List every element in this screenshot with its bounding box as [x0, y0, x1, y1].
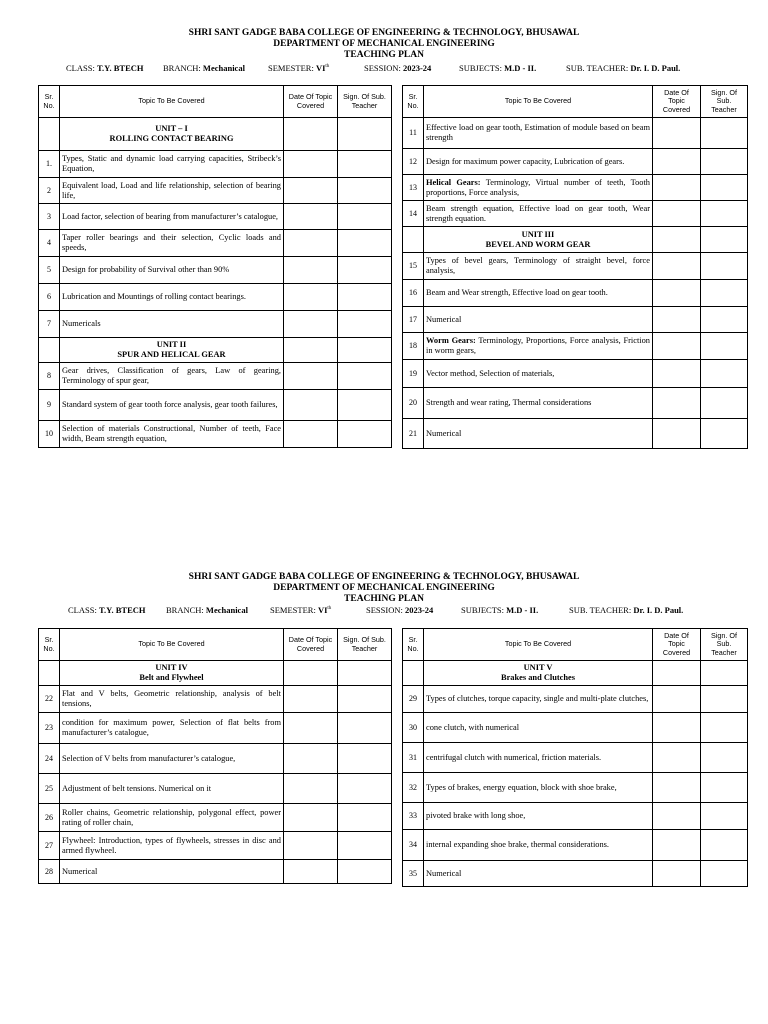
session-info: SESSION: 2023-24 [364, 63, 432, 73]
sign-cell[interactable] [338, 151, 392, 178]
sign-cell[interactable] [338, 204, 392, 230]
table-row [39, 151, 392, 178]
sign-cell[interactable] [701, 743, 748, 773]
table-row [403, 307, 748, 333]
topic-cell: Selection of V belts from manufacturer’s catalogue, [60, 744, 284, 774]
table-row [403, 686, 748, 713]
sr-no-cell: 8 [39, 363, 60, 390]
topic-cell: Types, Static and dynamic load carrying capacities, Stribeck’s Equation, [60, 151, 284, 178]
table-row [403, 803, 748, 830]
sr-no-cell: 31 [403, 743, 424, 773]
topic-cell: Numerical [60, 860, 284, 884]
col-date: Date Of Topic Covered [653, 629, 701, 661]
sign-cell[interactable] [701, 713, 748, 743]
col-date: Date Of Topic Covered [284, 629, 338, 661]
sr-no-cell: 4 [39, 230, 60, 257]
sr-no-cell: 22 [39, 686, 60, 713]
unit-heading: UNIT III BEVEL AND WORM GEAR [424, 227, 653, 253]
table-row [403, 743, 748, 773]
date-cell[interactable] [284, 363, 338, 390]
topic-cell: Load factor, selection of bearing from manufacturer’s catalogue, [60, 204, 284, 230]
sr-no-cell: 26 [39, 804, 60, 832]
sr-no-cell: 28 [39, 860, 60, 884]
sr-no-cell: 16 [403, 280, 424, 307]
topic-bold-prefix: Worm Gears: [426, 336, 476, 345]
table-row [403, 175, 748, 201]
sr-no-cell: 23 [39, 713, 60, 744]
sign-cell[interactable] [338, 713, 392, 744]
topic-cell: Selection of materials Constructional, Number of teeth, Face width, Beam strength equation, [60, 421, 284, 448]
col-topic: Topic To Be Covered [424, 629, 653, 661]
topic-cell: Equivalent load, Load and life relationship, selection of bearing life, [60, 178, 284, 204]
date-cell[interactable] [284, 860, 338, 884]
sr-no-cell: 19 [403, 360, 424, 388]
sign-cell[interactable] [701, 118, 748, 149]
topic-text: Terminology, Virtual number of teeth, Tooth proportions, Force analysis, [426, 177, 650, 197]
table-row [403, 388, 748, 419]
sign-cell[interactable] [701, 149, 748, 175]
sr-no-cell: 35 [403, 861, 424, 887]
sign-cell[interactable] [701, 253, 748, 280]
topic-cell [424, 333, 653, 360]
unit-heading: UNIT V Brakes and Clutches [424, 661, 653, 686]
topic-cell: Flat and V belts, Geometric relationship, analysis of belt tensions, [60, 686, 284, 713]
session-info: SESSION: 2023-24 [366, 605, 434, 615]
col-sr-no: Sr. No. [39, 86, 60, 118]
topic-cell: Lubrication and Mountings of rolling contact bearings. [60, 284, 284, 311]
topic-cell: condition for maximum power, Selection of flat belts from manufacturer’s catalogue, [60, 713, 284, 744]
sign-cell[interactable] [338, 744, 392, 774]
class-info: CLASS: T.Y. BTECH [68, 605, 146, 615]
topic-cell: Beam strength equation, Effective load on gear tooth, Wear strength equation. [424, 201, 653, 227]
col-topic: Topic To Be Covered [60, 86, 284, 118]
sign-cell[interactable] [338, 860, 392, 884]
topic-cell: Standard system of gear tooth force analysis, gear tooth failures, [60, 390, 284, 421]
table-row [39, 204, 392, 230]
table-row [39, 860, 392, 884]
college-name: SHRI SANT GADGE BABA COLLEGE OF ENGINEERING & TECHNOLOGY, BHUSAWAL [188, 28, 580, 38]
date-cell[interactable] [653, 803, 701, 830]
unit-heading: UNIT – I ROLLING CONTACT BEARING [60, 118, 284, 151]
table-row [403, 713, 748, 743]
sr-no-cell: 14 [403, 201, 424, 227]
date-cell[interactable] [653, 333, 701, 360]
subjects-info: SUBJECTS: M.D - II. [461, 605, 539, 615]
date-cell[interactable] [284, 284, 338, 311]
date-cell[interactable] [284, 744, 338, 774]
sr-no-cell: 18 [403, 333, 424, 360]
sign-cell[interactable] [701, 307, 748, 333]
table-row [39, 178, 392, 204]
table-row [39, 832, 392, 860]
sr-no-cell: 13 [403, 175, 424, 201]
plan2-left-table [38, 628, 392, 884]
date-cell[interactable] [284, 311, 338, 338]
table-row [403, 149, 748, 175]
date-cell[interactable] [284, 204, 338, 230]
subjects-info: SUBJECTS: M.D - II. [459, 63, 537, 73]
topic-cell: Roller chains, Geometric relationship, polygonal effect, power rating of roller chain, [60, 804, 284, 832]
topic-cell: pivoted brake with long shoe, [424, 803, 653, 830]
col-sign: Sign. Of Sub. Teacher [701, 86, 748, 118]
date-cell[interactable] [653, 388, 701, 419]
date-cell[interactable] [284, 390, 338, 421]
topic-cell: Strength and wear rating, Thermal considerations [424, 388, 653, 419]
col-date: Date Of Topic Covered [284, 86, 338, 118]
sr-no-cell: 25 [39, 774, 60, 804]
table-row [39, 774, 392, 804]
date-cell[interactable] [653, 280, 701, 307]
table-row [39, 311, 392, 338]
department-name: DEPARTMENT OF MECHANICAL ENGINEERING [273, 39, 495, 49]
topic-cell: Vector method, Selection of materials, [424, 360, 653, 388]
col-sr-no: Sr. No. [403, 86, 424, 118]
topic-cell: Numerical [424, 307, 653, 333]
sign-cell[interactable] [338, 390, 392, 421]
sr-no-cell: 11 [403, 118, 424, 149]
date-cell[interactable] [284, 832, 338, 860]
topic-cell: Beam and Wear strength, Effective load on gear tooth. [424, 280, 653, 307]
col-sign: Sign. Of Sub. Teacher [701, 629, 748, 661]
date-cell[interactable] [653, 253, 701, 280]
date-cell[interactable] [653, 149, 701, 175]
date-cell[interactable] [653, 175, 701, 201]
date-cell[interactable] [653, 201, 701, 227]
sign-cell[interactable] [701, 201, 748, 227]
date-cell[interactable] [653, 743, 701, 773]
table-row [39, 390, 392, 421]
table-row [39, 284, 392, 311]
sr-no-cell: 27 [39, 832, 60, 860]
topic-cell [424, 175, 653, 201]
date-cell[interactable] [653, 773, 701, 803]
date-cell[interactable] [653, 419, 701, 449]
sign-cell[interactable] [338, 774, 392, 804]
sr-no-cell: 1. [39, 151, 60, 178]
college-name: SHRI SANT GADGE BABA COLLEGE OF ENGINEERING & TECHNOLOGY, BHUSAWAL [188, 572, 580, 582]
col-topic: Topic To Be Covered [60, 629, 284, 661]
col-sr-no: Sr. No. [39, 629, 60, 661]
sign-cell[interactable] [701, 686, 748, 713]
topic-cell: Types of bevel gears, Terminology of straight bevel, force analysis, [424, 253, 653, 280]
table-row [39, 230, 392, 257]
sign-cell[interactable] [338, 363, 392, 390]
sign-cell[interactable] [701, 419, 748, 449]
date-cell[interactable] [284, 421, 338, 448]
sr-no-cell: 6 [39, 284, 60, 311]
plan1-right-table [402, 85, 748, 449]
date-cell[interactable] [284, 686, 338, 713]
topic-cell: Gear drives, Classification of gears, Law of gearing, Terminology of spur gear, [60, 363, 284, 390]
date-cell[interactable] [653, 713, 701, 743]
topic-bold-prefix: Helical Gears: [426, 177, 481, 187]
table-row [403, 360, 748, 388]
sign-cell[interactable] [338, 178, 392, 204]
topic-cell: Numericals [60, 311, 284, 338]
date-cell[interactable] [653, 686, 701, 713]
topic-cell: Numerical [424, 419, 653, 449]
date-cell[interactable] [284, 804, 338, 832]
topic-cell: cone clutch, with numerical [424, 713, 653, 743]
topic-cell: Flywheel: Introduction, types of flywheels, stresses in disc and armed flywheel. [60, 832, 284, 860]
sign-cell[interactable] [338, 230, 392, 257]
doc-title: TEACHING PLAN [344, 594, 424, 604]
sr-no-cell: 21 [403, 419, 424, 449]
sr-no-cell: 10 [39, 421, 60, 448]
col-topic: Topic To Be Covered [424, 86, 653, 118]
date-cell[interactable] [284, 230, 338, 257]
sign-cell[interactable] [701, 830, 748, 861]
sign-cell[interactable] [338, 832, 392, 860]
class-info: CLASS: T.Y. BTECH [66, 63, 144, 73]
sr-no-cell: 9 [39, 390, 60, 421]
col-sign: Sign. Of Sub. Teacher [338, 629, 392, 661]
topic-cell: Design for maximum power capacity, Lubrication of gears. [424, 149, 653, 175]
table-row [403, 333, 748, 360]
date-cell[interactable] [653, 307, 701, 333]
date-cell[interactable] [284, 774, 338, 804]
table-row [403, 280, 748, 307]
col-sr-no: Sr. No. [403, 629, 424, 661]
topic-cell: Types of brakes, energy equation, block with shoe brake, [424, 773, 653, 803]
unit-heading: UNIT IV Belt and Flywheel [60, 661, 284, 686]
sign-cell[interactable] [701, 388, 748, 419]
branch-info: BRANCH: Mechanical [163, 63, 245, 73]
sr-no-cell: 15 [403, 253, 424, 280]
sr-no-cell: 3 [39, 204, 60, 230]
sr-no-cell: 33 [403, 803, 424, 830]
table-row [403, 419, 748, 449]
sign-cell[interactable] [338, 284, 392, 311]
sr-no-cell: 5 [39, 257, 60, 284]
date-cell[interactable] [653, 861, 701, 887]
date-cell[interactable] [284, 713, 338, 744]
table-row [39, 713, 392, 744]
semester-info: SEMESTER: VIth [270, 605, 332, 615]
plan1-left-table [38, 85, 392, 448]
sr-no-cell: 29 [403, 686, 424, 713]
date-cell[interactable] [653, 830, 701, 861]
topic-cell: internal expanding shoe brake, thermal considerations. [424, 830, 653, 861]
topic-text: Terminology, Proportions, Force analysis, Friction in worm gears, [426, 336, 650, 355]
table-row [39, 744, 392, 774]
sign-cell[interactable] [701, 333, 748, 360]
plan2-right-table [402, 628, 748, 887]
sign-cell[interactable] [338, 257, 392, 284]
topic-cell: Design for probability of Survival other than 90% [60, 257, 284, 284]
sr-no-cell: 2 [39, 178, 60, 204]
sign-cell[interactable] [338, 311, 392, 338]
sign-cell[interactable] [701, 360, 748, 388]
table-row [403, 253, 748, 280]
table-row [403, 773, 748, 803]
date-cell[interactable] [653, 118, 701, 149]
sr-no-cell: 17 [403, 307, 424, 333]
topic-cell: Adjustment of belt tensions. Numerical on it [60, 774, 284, 804]
sr-no-cell: 12 [403, 149, 424, 175]
date-cell[interactable] [284, 257, 338, 284]
teaching-plan-2 [0, 572, 768, 605]
unit-heading: UNIT II SPUR AND HELICAL GEAR [60, 338, 284, 363]
table-row [403, 830, 748, 861]
branch-info: BRANCH: Mechanical [166, 605, 248, 615]
col-date: Date Of Topic Covered [653, 86, 701, 118]
date-cell[interactable] [284, 178, 338, 204]
teacher-info: SUB. TEACHER: Dr. I. D. Paul. [569, 605, 684, 615]
date-cell[interactable] [284, 151, 338, 178]
sign-cell[interactable] [701, 773, 748, 803]
doc-title: TEACHING PLAN [344, 50, 424, 60]
sign-cell[interactable] [338, 421, 392, 448]
topic-cell: Numerical [424, 861, 653, 887]
date-cell[interactable] [653, 360, 701, 388]
semester-info: SEMESTER: VIth [268, 63, 330, 73]
col-sign: Sign. Of Sub. Teacher [338, 86, 392, 118]
sr-no-cell: 7 [39, 311, 60, 338]
table-row [39, 257, 392, 284]
sr-no-cell: 30 [403, 713, 424, 743]
sign-cell[interactable] [338, 804, 392, 832]
sr-no-cell: 32 [403, 773, 424, 803]
sign-cell[interactable] [701, 175, 748, 201]
table-row [39, 363, 392, 390]
topic-cell: Types of clutches, torque capacity, single and multi-plate clutches, [424, 686, 653, 713]
table-row [403, 201, 748, 227]
sr-no-cell: 34 [403, 830, 424, 861]
department-name: DEPARTMENT OF MECHANICAL ENGINEERING [273, 583, 495, 593]
topic-cell: Effective load on gear tooth, Estimation of module based on beam strength [424, 118, 653, 149]
topic-cell: centrifugal clutch with numerical, friction materials. [424, 743, 653, 773]
sign-cell[interactable] [338, 686, 392, 713]
table-row [39, 421, 392, 448]
table-row [403, 118, 748, 149]
sr-no-cell: 24 [39, 744, 60, 774]
topic-cell: Taper roller bearings and their selection, Cyclic loads and speeds, [60, 230, 284, 257]
table-row [39, 686, 392, 713]
sign-cell[interactable] [701, 280, 748, 307]
sign-cell[interactable] [701, 803, 748, 830]
teacher-info: SUB. TEACHER: Dr. I. D. Paul. [566, 63, 681, 73]
sign-cell[interactable] [701, 861, 748, 887]
teaching-plan-1 [0, 28, 768, 61]
sr-no-cell: 20 [403, 388, 424, 419]
table-row [39, 804, 392, 832]
table-row [403, 861, 748, 887]
